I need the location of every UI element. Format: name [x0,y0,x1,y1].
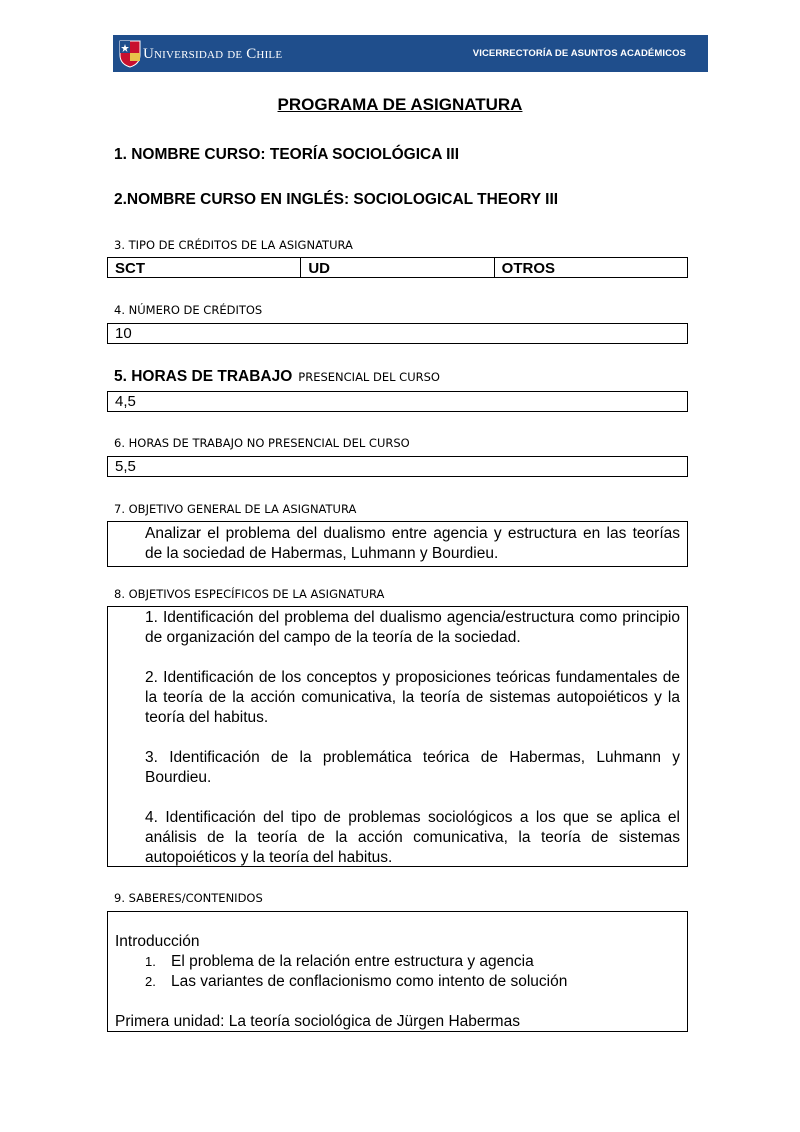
specific-objectives-box [107,606,688,867]
hours-presential-label-main: 5. HORAS DE TRABAJO [114,368,293,385]
hours-non-presential-label: 6. HORAS DE TRABAJO NO PRESENCIAL DEL CURSO [114,436,410,450]
list-item-text: El problema de la relación entre estructura y agencia [171,953,534,970]
hours-presential-value: 4,5 [107,391,688,412]
list-item [115,952,687,972]
hours-non-presential-value: 5,5 [107,456,688,477]
hours-presential-label [114,368,440,386]
general-objective-text: Analizar el problema del dualismo entre agencia y estructura en las teorías de la sociedad de Habermas, Luhmann y Bourdieu. [145,525,680,562]
specific-objectives-label: 8. OBJETIVOS ESPECÍFICOS DE LA ASIGNATURA [114,587,385,601]
general-objective-label: 7. OBJETIVO GENERAL DE LA ASIGNATURA [114,502,357,516]
course-name-english-heading: 2.NOMBRE CURSO EN INGLÉS: SOCIOLOGICAL THEORY III [114,191,559,208]
specific-objective-item: 2. Identificación de los conceptos y proposiciones teóricas fundamentales de la teoría de la acción comunicativa, la teoría de sistemas autopoiéticos y la teoría del habitus. [145,669,680,726]
header-banner [113,35,708,72]
list-item-number: 2. [145,974,156,989]
credit-type-table [107,257,688,278]
page-title: PROGRAMA DE ASIGNATURA [277,95,523,114]
contents-box [107,911,688,1032]
specific-objective-item: 4. Identificación del tipo de problemas sociológicos a los que se aplica el análisis de la teoría de la acción comunicativa, la teoría de sistemas autopoiéticos y la teoría del habitus. [145,809,680,866]
course-name-heading: 1. NOMBRE CURSO: TEORÍA SOCIOLÓGICA III [114,146,460,163]
list-item [115,972,687,992]
list-item-text: Las variantes de conflacionismo como intento de solución [171,973,568,990]
contents-label: 9. SABERES/CONTENIDOS [114,891,263,905]
hours-presential-label-sub: PRESENCIAL DEL CURSO [298,370,440,384]
specific-objective-item: 3. Identificación de la problemática teórica de Habermas, Luhmann y Bourdieu. [145,749,680,786]
university-crest-icon [118,39,142,68]
credits-label: 4. NÚMERO DE CRÉDITOS [114,303,263,317]
general-objective-box [107,521,688,567]
specific-objective-item: 1. Identificación del problema del dualismo agencia/estructura como principio de organización del campo de la teoría de la sociedad. [145,609,680,646]
university-name: Universidad de Chile [143,46,283,62]
credit-type-sct: SCT [115,260,145,277]
office-name: VICERRECTORÍA DE ASUNTOS ACADÉMICOS [472,48,686,59]
credit-type-ud: UD [300,258,493,277]
credit-type-otros: OTROS [494,258,687,277]
credits-value: 10 [107,323,688,344]
contents-intro: Introducción [115,933,200,950]
contents-unit1: Primera unidad: La teoría sociológica de Jürgen Habermas [115,1013,520,1030]
credit-type-label: 3. TIPO DE CRÉDITOS DE LA ASIGNATURA [114,238,353,252]
list-item-number: 1. [145,954,156,969]
